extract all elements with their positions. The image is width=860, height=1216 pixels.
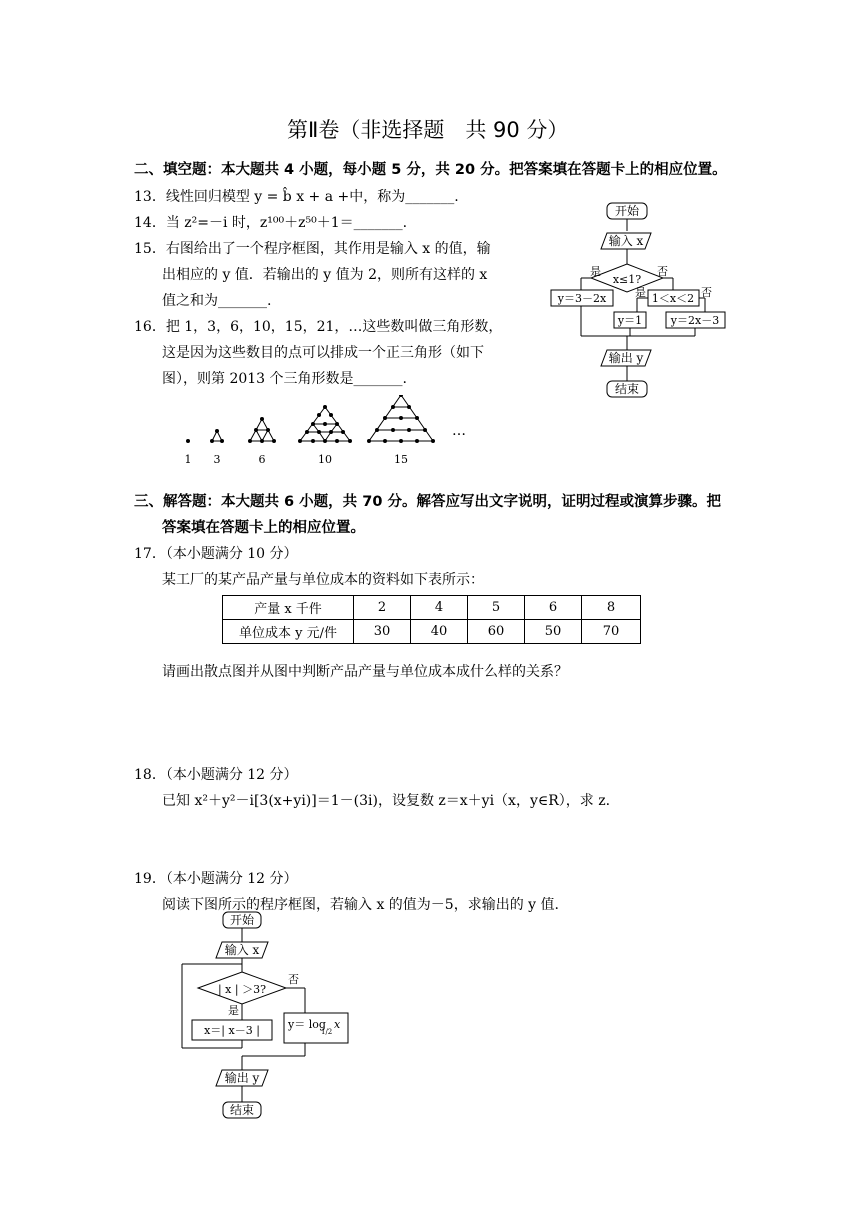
table-cell: 单位成本 y 元/件 (223, 620, 354, 644)
dot (329, 413, 333, 417)
flow19-no-label: 否 (288, 973, 299, 986)
dot (260, 417, 264, 421)
dot (317, 430, 321, 434)
dot (298, 439, 302, 443)
triangle-numbers-figure (170, 395, 480, 470)
dot (383, 439, 387, 443)
flow19-output-label: 输出 y (224, 1071, 260, 1085)
dot (210, 439, 214, 443)
question-18-text: 已知 x²＋y²－i[3(x+yi)]＝1－(3i)，设复数 z＝x＋yi（x，y∈R），求 z. (162, 793, 611, 809)
dot (254, 428, 258, 432)
dot (317, 413, 321, 417)
table-row (223, 620, 641, 644)
dot (329, 430, 333, 434)
dot (407, 428, 411, 432)
dot (220, 439, 224, 443)
dot (383, 416, 387, 420)
question-15-line1: 15．右图给出了一个程序框图，其作用是输入 x 的值，输 (134, 241, 491, 257)
dot (431, 439, 435, 443)
dot (186, 439, 190, 443)
question-19-text: 阅读下图所示的程序框图，若输入 x 的值为－5，求输出的 y 值. (162, 897, 559, 913)
question-15-line2: 出相应的 y 值．若输出的 y 值为 2，则所有这样的 x (162, 267, 488, 283)
dot (367, 439, 371, 443)
page-title: 第Ⅱ卷（非选择题 共 90 分） (287, 118, 569, 142)
dot (335, 439, 339, 443)
flow19-end-label: 结束 (229, 1103, 255, 1117)
dot (311, 439, 315, 443)
dot (423, 428, 427, 432)
flow-end-label: 结束 (614, 382, 640, 396)
section3-header-line2: 答案填在答题卡上的相应位置。 (162, 520, 365, 536)
question-16-line2: 这是因为这些数目的点可以排成一个正三角形（如下 (162, 345, 484, 361)
flow-cond2-label: 1＜x＜2 (651, 292, 695, 305)
flow-no-label-2: 否 (701, 286, 712, 299)
table-cell: 70 (582, 620, 641, 644)
flow-start-label: 开始 (614, 204, 640, 218)
dot (323, 422, 327, 426)
table-row (223, 596, 641, 620)
dot (375, 428, 379, 432)
flow19-box-right-label: y＝ log (288, 1018, 326, 1031)
dot (399, 439, 403, 443)
table-cell: 8 (582, 596, 641, 620)
triangle-label-10: 10 (318, 453, 332, 466)
question-18-head: 18．（本小题满分 12 分） (134, 767, 298, 783)
triangle-dots (186, 395, 435, 443)
table-cell: 50 (525, 620, 582, 644)
dot (272, 439, 276, 443)
question-17-ask: 请画出散点图并从图中判断产品产量与单位成本成什么样的关系？ (162, 664, 568, 680)
question-16-line3: 图），则第 2013 个三角形数是_______. (162, 371, 407, 387)
question-15-line3: 值之和为_______. (162, 293, 272, 309)
table-cell: 40 (411, 620, 468, 644)
table-cell: 产量 x 千件 (223, 596, 354, 620)
flow-no-label-1: 否 (657, 265, 668, 278)
question-17-text: 某工厂的某产品产量与单位成本的资料如下表所示： (162, 572, 484, 588)
triangle-label-3: 3 (213, 453, 221, 466)
dot (348, 439, 352, 443)
flowchart-q15 (545, 198, 735, 403)
flow19-yes-label: 是 (228, 1004, 239, 1017)
dot (323, 405, 327, 409)
flow-box-left-label: y＝3－2x (557, 292, 607, 305)
question-16-line1: 16．把 1，3，6，10，15，21，…这些数叫做三角形数， (134, 319, 503, 335)
dot (391, 428, 395, 432)
triangle-label-6: 6 (258, 453, 266, 466)
section2-header: 二、填空题：本大题共 4 小题，每小题 5 分，共 20 分。把答案填在答题卡上的相应位置。 (134, 162, 727, 178)
table-cell: 2 (354, 596, 411, 620)
dot (248, 439, 252, 443)
question-17-head: 17．（本小题满分 10 分） (134, 546, 298, 562)
dot (415, 416, 419, 420)
flow-yes-label-1: 是 (590, 265, 601, 278)
flow-input-label: 输入 x (608, 234, 644, 248)
table-cell: 60 (468, 620, 525, 644)
flow-output-label: 输出 y (608, 351, 644, 365)
table-cell: 30 (354, 620, 411, 644)
question-14: 14．当 z²=－i 时，z¹⁰⁰＋z⁵⁰＋1＝_______. (134, 215, 408, 231)
flow19-cond-label: | x | ＞3? (217, 983, 267, 996)
dot (341, 430, 345, 434)
table-cell: 6 (525, 596, 582, 620)
flow-yes-label-2: 是 (635, 286, 646, 299)
dot (391, 405, 395, 409)
dot (407, 405, 411, 409)
flow-box-mid-label: y＝1 (617, 314, 643, 327)
flow-box-right-label: y＝2x－3 (670, 314, 720, 327)
flowchart-q19 (178, 908, 368, 1126)
flow-cond1-label: x≤1? (612, 273, 642, 286)
flow19-box-left-label: x＝| x－3 | (204, 1024, 260, 1037)
dot (335, 422, 339, 426)
dot (323, 439, 327, 443)
dot (399, 416, 403, 420)
question-13: 13．线性回归模型 y = b̂ x + a +中，称为_______. (134, 189, 459, 205)
dot (415, 439, 419, 443)
triangle-ellipsis: … (452, 423, 466, 439)
flow19-input-label: 输入 x (224, 943, 260, 957)
section3-header-line1: 三、解答题：本大题共 6 小题，共 70 分。解答应写出文字说明，证明过程或演算步骤。把 (134, 494, 721, 510)
dot (260, 439, 264, 443)
data-table (222, 595, 641, 644)
flow19-start-label: 开始 (229, 913, 255, 927)
triangle-label-15: 15 (394, 453, 408, 466)
flow19-box-right-x: x (334, 1018, 341, 1031)
dot (266, 428, 270, 432)
dot (305, 430, 309, 434)
table-cell: 4 (411, 596, 468, 620)
question-19-head: 19．（本小题满分 12 分） (134, 871, 298, 887)
triangle-label-1: 1 (184, 453, 192, 466)
dot (311, 422, 315, 426)
table-cell: 5 (468, 596, 525, 620)
flow19-log-base: 1/2 (321, 1028, 333, 1036)
dot (215, 429, 219, 433)
